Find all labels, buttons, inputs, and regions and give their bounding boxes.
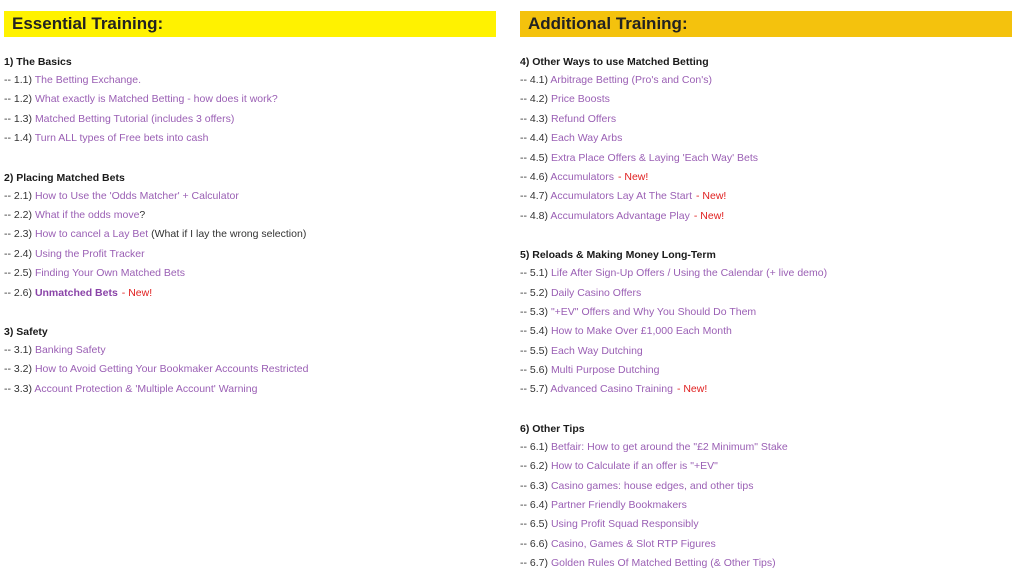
training-section [520,246,1012,400]
training-list-item [4,380,484,399]
training-list-item [520,303,1012,322]
item-number: -- 6.7) [520,557,549,570]
training-list-item [520,535,1012,554]
training-link[interactable]: What if the odds move [34,208,140,221]
training-link[interactable]: Accumulators Advantage Play [550,209,690,222]
section-title: 6) Other Tips [520,422,585,435]
training-section [520,53,1012,226]
training-list-item [520,322,1012,341]
essential-training-banner: Essential Training: [4,11,496,37]
training-link[interactable]: Accumulators [550,170,614,183]
essential-training-sections [4,53,484,399]
training-list-item [4,360,484,379]
section-title: 2) Placing Matched Bets [4,171,125,184]
training-link[interactable]: "+EV" Offers and Why You Should Do Them [550,305,757,318]
training-list-item [4,187,484,206]
training-list-item [4,245,484,264]
training-list-item [520,361,1012,380]
additional-training-column [520,11,1012,588]
training-link[interactable]: Partner Friendly Bookmakers [550,499,687,512]
additional-training-banner: Additional Training: [520,11,1012,37]
training-list-item [4,264,484,283]
training-link[interactable]: Casino games: house edges, and other tips [550,479,754,492]
training-list-item [4,90,484,109]
training-list-item [520,342,1012,361]
essential-training-column [4,11,484,419]
training-list-item [4,71,484,90]
training-list-item [4,206,484,225]
training-list-item [520,168,1012,187]
training-list-item [520,207,1012,226]
item-note: ? [139,208,146,221]
training-link[interactable]: Price Boosts [550,93,610,106]
training-link[interactable]: What exactly is Matched Betting - how does it work? [34,93,278,106]
item-number: -- 4.3) [520,112,549,125]
training-link[interactable]: Casino, Games & Slot RTP Figures [550,537,716,550]
item-number: -- 2.5) [4,267,33,280]
item-number: -- 5.7) [520,383,549,396]
training-list-item [520,554,1012,573]
item-number: -- 3.3) [4,382,33,395]
training-link[interactable]: Turn ALL types of Free bets into cash [34,132,209,145]
item-number: -- 3.1) [4,343,33,356]
training-list-item [520,496,1012,515]
training-list-item [4,284,484,303]
section-title: 1) The Basics [4,56,72,68]
item-number: -- 6.6) [520,537,549,550]
item-number: -- 5.2) [520,286,549,299]
training-link[interactable]: Using Profit Squad Responsibly [550,518,699,531]
training-link[interactable]: Betfair: How to get around the "£2 Minimum" Stake [550,440,788,453]
item-number: -- 4.2) [520,93,549,106]
item-number: -- 5.6) [520,364,549,377]
new-badge: - New! [676,383,708,396]
item-number: -- 4.7) [520,190,549,203]
item-number: -- 1.4) [4,132,33,145]
training-link[interactable]: Daily Casino Offers [550,286,642,299]
training-link[interactable]: How to Use the 'Odds Matcher' + Calculator [34,189,239,202]
item-number: -- 1.2) [4,93,33,106]
training-link[interactable]: Extra Place Offers & Laying 'Each Way' Bets [550,151,759,164]
training-list-item [4,225,484,244]
training-link[interactable]: How to Avoid Getting Your Bookmaker Accounts Restricted [34,363,309,376]
training-section [520,420,1012,574]
training-link[interactable]: Life After Sign-Up Offers / Using the Calendar (+ live demo) [550,267,828,280]
item-number: -- 1.1) [4,74,33,86]
new-badge: - New! [121,286,153,299]
training-link[interactable]: How to cancel a Lay Bet [34,228,149,241]
item-number: -- 6.2) [520,460,549,473]
training-list-item [520,380,1012,399]
training-list-item [4,129,484,148]
item-number: -- 2.3) [4,228,33,241]
item-number: -- 5.3) [520,305,549,318]
training-link[interactable]: Refund Offers [550,112,617,125]
training-section [4,323,484,399]
training-list-item [520,477,1012,496]
item-note: (What if I lay the wrong selection) [148,228,307,241]
item-number: -- 2.4) [4,247,33,260]
section-title: 4) Other Ways to use Matched Betting [520,56,709,68]
new-badge: - New! [695,190,727,203]
training-list-item [520,515,1012,534]
training-link[interactable]: Matched Betting Tutorial (includes 3 offers) [34,112,235,125]
new-badge: - New! [617,170,649,183]
new-badge: - New! [693,209,725,222]
item-number: -- 6.5) [520,518,549,531]
item-number: -- 2.6) [4,286,33,299]
item-number: -- 6.4) [520,499,549,512]
training-list-item [520,438,1012,457]
training-list-item [520,71,1012,90]
training-link[interactable]: Finding Your Own Matched Bets [34,267,185,280]
item-number: -- 5.1) [520,267,549,280]
training-link[interactable]: Arbitrage Betting (Pro's and Con's) [550,74,712,86]
training-link[interactable]: The Betting Exchange. [34,74,141,86]
training-link[interactable]: Advanced Casino Training [550,383,673,396]
item-number: -- 2.1) [4,189,33,202]
training-link[interactable]: Using the Profit Tracker [34,247,145,260]
item-number: -- 6.3) [520,479,549,492]
item-number: -- 4.8) [520,209,549,222]
training-link[interactable]: How to Make Over £1,000 Each Month [550,325,732,338]
training-link[interactable]: Banking Safety [34,343,106,356]
item-number: -- 4.1) [520,74,549,86]
training-list-item [520,264,1012,283]
item-number: -- 3.2) [4,363,33,376]
item-number: -- 4.4) [520,132,549,145]
training-link[interactable]: Each Way Dutching [550,344,643,357]
item-number: -- 6.1) [520,440,549,453]
item-number: -- 1.3) [4,112,33,125]
training-link[interactable]: Multi Purpose Dutching [550,364,660,377]
training-section [4,169,484,303]
item-number: -- 4.6) [520,170,549,183]
training-list-item [4,110,484,129]
training-link[interactable]: Account Protection & 'Multiple Account' Warning [34,382,258,395]
training-list-item [520,90,1012,109]
training-list-item [520,129,1012,148]
additional-training-sections [520,53,1012,574]
item-number: -- 2.2) [4,208,33,221]
item-number: -- 5.4) [520,325,549,338]
training-list-item [520,187,1012,206]
training-list-item [520,457,1012,476]
training-link[interactable]: Unmatched Bets [34,286,118,299]
section-title: 3) Safety [4,325,48,338]
training-list-item [520,110,1012,129]
item-number: -- 5.5) [520,344,549,357]
training-link[interactable]: How to Calculate if an offer is "+EV" [550,460,718,473]
training-link[interactable]: Each Way Arbs [550,132,623,145]
training-list-item [4,341,484,360]
item-number: -- 4.5) [520,151,549,164]
training-list-item [520,284,1012,303]
training-link[interactable]: Accumulators Lay At The Start [550,190,692,203]
training-list-item [520,149,1012,168]
section-title: 5) Reloads & Making Money Long-Term [520,249,716,262]
training-link[interactable]: Golden Rules Of Matched Betting (& Other Tips) [550,557,776,570]
training-section [4,53,484,149]
